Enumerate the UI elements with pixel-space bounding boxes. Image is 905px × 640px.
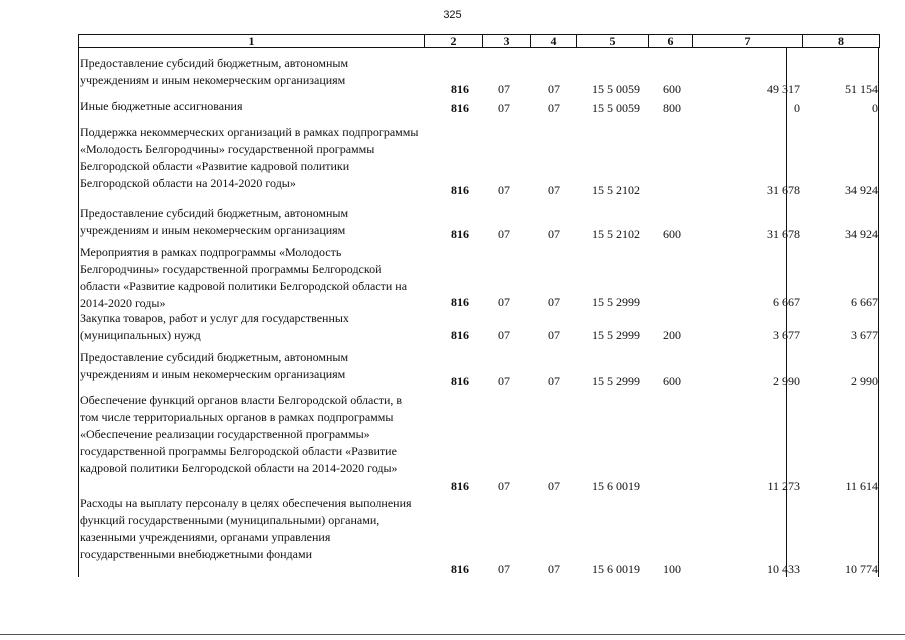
row-code: 816 — [451, 82, 469, 96]
page-number: 325 — [443, 9, 462, 21]
row-subsection: 07 — [548, 82, 560, 96]
row-section: 07 — [498, 479, 510, 493]
row-expense-type: 600 — [663, 82, 681, 96]
row-code: 816 — [451, 374, 469, 388]
row-amount-8: 6 667 — [851, 295, 878, 309]
column-divider-7 — [786, 47, 787, 577]
row-expense-type: 800 — [663, 101, 681, 115]
row-description: Расходы на выплату персоналу в целях обеспечения выполнения функций государственными (муниципальными) органами, казенными учреждениями, органами управления государственными внебюджетными фондами — [80, 496, 412, 561]
table-left-border — [78, 47, 79, 577]
row-subsection: 07 — [548, 374, 560, 388]
header-col-8: 8 — [838, 34, 844, 48]
header-col-7: 7 — [693, 35, 803, 47]
row-amount-8: 34 924 — [845, 227, 878, 241]
row-amount-7: 0 — [794, 101, 800, 115]
row-amount-7: 11 273 — [767, 479, 800, 493]
row-subsection: 07 — [548, 295, 560, 309]
row-code: 816 — [451, 227, 469, 241]
row-amount-8: 10 774 — [845, 562, 878, 576]
row-subsection: 07 — [548, 101, 560, 115]
table-header — [78, 34, 880, 48]
row-description: Иные бюджетные ассигнования — [80, 99, 243, 113]
row-target: 15 5 2102 — [592, 183, 640, 197]
row-section: 07 — [498, 82, 510, 96]
row-target: 15 5 0059 — [592, 101, 640, 115]
row-section: 07 — [498, 227, 510, 241]
row-expense-type: 600 — [663, 374, 681, 388]
row-section: 07 — [498, 328, 510, 342]
row-subsection: 07 — [548, 479, 560, 493]
row-target: 15 5 2999 — [592, 374, 640, 388]
row-target: 15 6 0019 — [592, 562, 640, 576]
row-amount-8: 0 — [872, 101, 878, 115]
row-amount-7: 10 433 — [767, 562, 800, 576]
row-amount-8: 34 924 — [845, 183, 878, 197]
page-bottom-rule — [0, 634, 905, 635]
row-amount-7: 31 678 — [767, 183, 800, 197]
row-section: 07 — [498, 101, 510, 115]
row-description: Поддержка некоммерческих организаций в рамках подпрограммы «Молодость Белгородчины» государственной программы Белгородской области «Развитие кадровой политики Белгородской области на 2014-2020 годы» — [80, 125, 419, 190]
row-code: 816 — [451, 183, 469, 197]
row-section: 07 — [498, 183, 510, 197]
header-col-1: 1 — [79, 35, 425, 47]
row-code: 816 — [451, 562, 469, 576]
row-amount-7: 2 990 — [773, 374, 800, 388]
row-description: Предоставление субсидий бюджетным, автономным учреждениям и иным некомерческим организациям — [80, 56, 349, 87]
row-subsection: 07 — [548, 183, 560, 197]
row-subsection: 07 — [548, 328, 560, 342]
row-target: 15 5 2999 — [592, 295, 640, 309]
header-col-3: 3 — [483, 35, 531, 47]
row-code: 816 — [451, 101, 469, 115]
row-target: 15 5 2999 — [592, 328, 640, 342]
header-col-4: 4 — [531, 35, 577, 47]
table-right-border — [878, 47, 879, 577]
row-amount-8: 11 614 — [845, 479, 878, 493]
row-description: Предоставление субсидий бюджетным, автономным учреждениям и иным некомерческим организациям — [80, 350, 349, 381]
row-amount-7: 3 677 — [773, 328, 800, 342]
header-col-2: 2 — [425, 35, 483, 47]
row-expense-type: 200 — [663, 328, 681, 342]
row-expense-type: 100 — [663, 562, 681, 576]
row-subsection: 07 — [548, 227, 560, 241]
row-expense-type: 600 — [663, 227, 681, 241]
row-amount-8: 2 990 — [851, 374, 878, 388]
row-amount-7: 31 678 — [767, 227, 800, 241]
row-target: 15 5 2102 — [592, 227, 640, 241]
row-description: Предоставление субсидий бюджетным, автономным учреждениям и иным некомерческим организациям — [80, 206, 349, 237]
row-code: 816 — [451, 479, 469, 493]
row-section: 07 — [498, 374, 510, 388]
row-code: 816 — [451, 328, 469, 342]
row-subsection: 07 — [548, 562, 560, 576]
row-amount-8: 3 677 — [851, 328, 878, 342]
row-amount-7: 49 317 — [767, 82, 800, 96]
row-description: Мероприятия в рамках подпрограммы «Молодость Белгородчины» государственной программы Белгородской области «Развитие кадровой политики Белгородской области на 2014-2020 годы» — [80, 245, 408, 310]
row-amount-7: 6 667 — [773, 295, 800, 309]
row-section: 07 — [498, 562, 510, 576]
row-code: 816 — [451, 295, 469, 309]
row-target: 15 6 0019 — [592, 479, 640, 493]
row-section: 07 — [498, 295, 510, 309]
row-description: Закупка товаров, работ и услуг для государственных (муниципальных) нужд — [80, 311, 349, 342]
row-amount-8: 51 154 — [845, 82, 878, 96]
header-col-6: 6 — [649, 35, 693, 47]
header-col-5: 5 — [577, 35, 649, 47]
row-description: Обеспечение функций органов власти Белгородской области, в том числе территориальных органов в рамках подпрограммы «Обеспечение реализации государственной программы» государственной программы Белгородской области «Развитие кадровой политики Белгородской области на 2014-2020 годы» — [80, 393, 403, 475]
row-target: 15 5 0059 — [592, 82, 640, 96]
